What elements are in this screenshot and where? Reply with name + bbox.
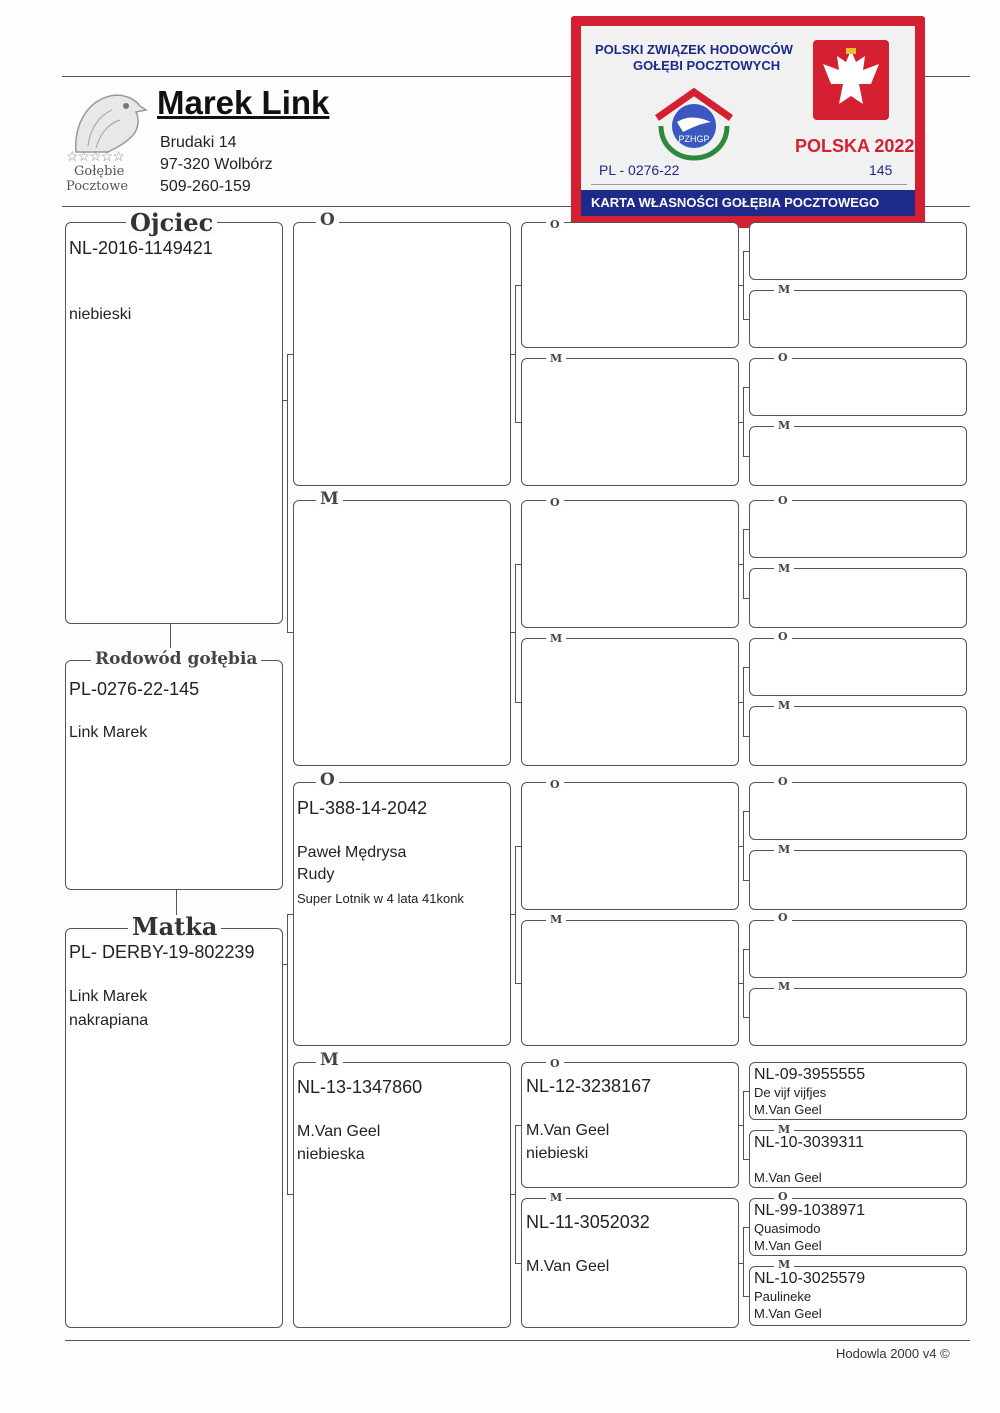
mother-label: Matka (128, 915, 221, 939)
mother-mother-owner: M.Van Geel (297, 1123, 381, 1140)
pigeon-head-icon (66, 86, 150, 156)
fmm-father-box (749, 638, 967, 696)
connector-c3-4 (743, 667, 744, 736)
ffm-mother-label: M (774, 420, 794, 431)
connector-c2-1b (515, 285, 521, 286)
father-mother-label: M (316, 491, 343, 508)
card-footer: KARTA WŁASNOŚCI GOŁĘBIA POCZTOWEGO (591, 195, 880, 210)
mm-father-ring: NL-12-3238167 (526, 1076, 652, 1096)
connector-c3-6b (743, 949, 749, 950)
mother-ring: PL- DERBY-19-802239 (69, 942, 255, 962)
mother-mother-box (293, 1062, 511, 1328)
connector-c3-5c (743, 880, 749, 881)
connector-c3-2a (739, 422, 743, 423)
father-ring: NL-2016-1149421 (69, 238, 213, 258)
mff-father-box (749, 782, 967, 840)
connector-c3-7a (739, 1125, 743, 1126)
mfm-mother-box (749, 988, 967, 1046)
connector-c3-7c (743, 1159, 749, 1160)
father-mother-box (293, 500, 511, 766)
card-badge: PZHGP (678, 134, 710, 144)
mmm-mother-label: M (774, 1259, 794, 1270)
ffm-mother-box (749, 426, 967, 486)
fmf-mother-label: M (774, 563, 794, 574)
polish-eagle-icon (813, 40, 889, 120)
father-color: niebieski (69, 306, 132, 323)
footer-rule (65, 1340, 970, 1341)
fm-father-label: O (546, 497, 564, 508)
fm-mother-label: M (546, 633, 566, 644)
ffm-father-label: O (774, 352, 792, 363)
mm-mother-label: M (546, 1192, 566, 1203)
fmm-mother-box (749, 706, 967, 766)
mmm-father-owner: M.Van Geel (754, 1238, 822, 1253)
mother-father-ring: PL-388-14-2042 (297, 798, 428, 818)
connector-c3-3 (743, 529, 744, 598)
mfm-father-label: O (774, 912, 792, 923)
connector-mother-parents (287, 914, 288, 1194)
connector-c3-2c (743, 456, 749, 457)
connector-c3-5b (743, 811, 749, 812)
mother-father-owner: Paweł Mędrysa (297, 844, 407, 861)
connector-c3-7b (743, 1091, 749, 1092)
mmf-father-owner: M.Van Geel (754, 1102, 822, 1117)
connector-c3-4a (739, 702, 743, 703)
connector-c2-3a (511, 914, 515, 915)
fff-mother-box (749, 290, 967, 348)
mf-father-label: O (546, 779, 564, 790)
connector-mother-stub (283, 964, 287, 965)
fm-mother-box (521, 638, 739, 766)
ff-father-label: O (546, 219, 564, 230)
mm-father-owner: M.Van Geel (526, 1122, 610, 1139)
mm-mother-ring: NL-11-3052032 (526, 1212, 650, 1232)
logo-stars: ☆☆☆☆☆ (66, 148, 124, 164)
connector-c3-7 (743, 1091, 744, 1159)
mmm-mother-owner: M.Van Geel (754, 1306, 822, 1321)
fmm-father-label: O (774, 631, 792, 642)
connector-c3-8a (739, 1263, 743, 1264)
father-father-label: O (316, 212, 339, 229)
mother-owner: Link Marek (69, 988, 148, 1005)
mm-father-color: niebieski (526, 1145, 589, 1162)
mmm-mother-ring: NL-10-3025579 (754, 1270, 866, 1287)
mother-father-label: O (316, 772, 339, 789)
pigeon-ring: PL-0276-22-145 (69, 679, 200, 699)
connector-mm-stub (287, 1194, 293, 1195)
breeder-phone: 509-260-159 (160, 178, 251, 195)
mother-mother-ring: NL-13-1347860 (297, 1077, 423, 1097)
mmm-father-name: Quasimodo (754, 1221, 821, 1236)
connector-c2-2 (515, 564, 516, 702)
mmf-mother-label: M (774, 1124, 794, 1135)
mmm-father-ring: NL-99-1038971 (754, 1202, 866, 1219)
mmm-father-label: O (774, 1191, 792, 1202)
connector-c2-4c (515, 1263, 521, 1264)
card-footer-band (581, 190, 915, 216)
connector-c3-3a (739, 564, 743, 565)
mmf-father-name: De vijf vijfjes (754, 1085, 827, 1100)
connector-father-stub (283, 400, 287, 401)
fmf-mother-box (749, 568, 967, 628)
breeder-address-street: Brudaki 14 (160, 134, 237, 151)
ffm-father-box (749, 358, 967, 416)
card-ring: PL - 0276-22 (599, 162, 680, 178)
fmf-father-label: O (774, 495, 792, 506)
father-box (65, 222, 283, 624)
mf-mother-label: M (546, 914, 566, 925)
father-father-box (293, 222, 511, 486)
pzhgp-emblem-icon (653, 80, 735, 162)
mfm-mother-label: M (774, 981, 794, 992)
connector-c3-4c (743, 736, 749, 737)
breeder-name: Marek Link (157, 84, 330, 121)
mother-mother-label: M (316, 1052, 343, 1069)
connector-c2-1 (515, 285, 516, 422)
connector-c3-3b (743, 529, 749, 530)
connector-mf-stub (287, 914, 293, 915)
card-divider (591, 184, 907, 185)
connector-father-parents (287, 354, 288, 632)
connector-c3-2 (743, 387, 744, 456)
connector-c3-8b (743, 1227, 749, 1228)
ownership-card (571, 16, 925, 228)
mm-mother-owner: M.Van Geel (526, 1258, 610, 1275)
mmm-mother-name: Paulineke (754, 1289, 812, 1304)
mf-mother-box (521, 920, 739, 1046)
mmf-father-ring: NL-09-3955555 (754, 1066, 866, 1083)
connector-c2-3c (515, 983, 521, 984)
connector-c2-4a (511, 1194, 515, 1195)
connector-c2-4 (515, 1125, 516, 1263)
connector-ff-stub (287, 354, 293, 355)
connector-c3-8 (743, 1227, 744, 1296)
fm-father-box (521, 500, 739, 628)
connector-c2-2b (515, 564, 521, 565)
logo-text-1: Gołębie (74, 164, 125, 179)
fmm-mother-label: M (774, 700, 794, 711)
card-country-year: POLSKA 2022 (795, 136, 915, 156)
connector-c3-1b (743, 251, 749, 252)
logo-text-2: Pocztowe (66, 179, 129, 194)
connector-c3-5a (739, 846, 743, 847)
connector-c3-6a (739, 983, 743, 984)
card-org-line2: GOŁĘBI POCZTOWYCH (633, 58, 781, 73)
connector-c3-2b (743, 387, 749, 388)
card-number: 145 (869, 162, 893, 178)
fff-mother-label: M (774, 284, 794, 295)
mff-mother-box (749, 850, 967, 910)
mfm-father-box (749, 920, 967, 978)
connector-c3-1 (743, 251, 744, 319)
mmf-mother-ring: NL-10-3039311 (754, 1134, 865, 1151)
connector-c3-4b (743, 667, 749, 668)
connector-c3-1c (743, 319, 749, 320)
card-inner (581, 26, 915, 216)
mother-mother-color: niebieska (297, 1146, 365, 1163)
connector-c2-2a (511, 632, 515, 633)
connector-fm-stub (287, 632, 293, 633)
connector-c3-5 (743, 811, 744, 880)
fmf-father-box (749, 500, 967, 558)
mm-father-label: O (546, 1058, 564, 1069)
breeder-address-city: 97-320 Wolbórz (160, 156, 273, 173)
mother-color: nakrapiana (69, 1012, 149, 1029)
mother-father-box (293, 782, 511, 1046)
footer-software: Hodowla 2000 v4 © (836, 1346, 950, 1361)
mf-father-box (521, 782, 739, 910)
father-label: Ojciec (126, 211, 217, 235)
connector-c2-3 (515, 846, 516, 983)
ff-mother-label: M (546, 353, 566, 364)
ff-mother-box (521, 358, 739, 486)
pigeon-owner: Link Marek (69, 724, 148, 741)
card-org-line1: POLSKI ZWIĄZEK HODOWCÓW (595, 42, 793, 57)
connector-c2-1c (515, 422, 521, 423)
connector-c3-1a (739, 285, 743, 286)
connector-c3-8c (743, 1296, 749, 1297)
pedigree-label: Rodowód gołębia (91, 651, 261, 668)
mff-mother-label: M (774, 844, 794, 855)
bird-logo (66, 86, 150, 198)
connector-father-pigeon (170, 624, 171, 648)
ff-father-box (521, 222, 739, 348)
connector-c3-6 (743, 949, 744, 1017)
fff-father-box (749, 222, 967, 280)
mff-father-label: O (774, 776, 792, 787)
mother-father-note: Super Lotnik w 4 lata 41konk (297, 891, 464, 906)
mmf-mother-owner: M.Van Geel (754, 1170, 822, 1185)
connector-c2-2c (515, 702, 521, 703)
connector-c3-3c (743, 598, 749, 599)
connector-c3-6c (743, 1017, 749, 1018)
connector-c2-4b (515, 1125, 521, 1126)
connector-c2-1a (511, 354, 515, 355)
connector-c2-3b (515, 846, 521, 847)
mother-father-color: Rudy (297, 866, 335, 883)
